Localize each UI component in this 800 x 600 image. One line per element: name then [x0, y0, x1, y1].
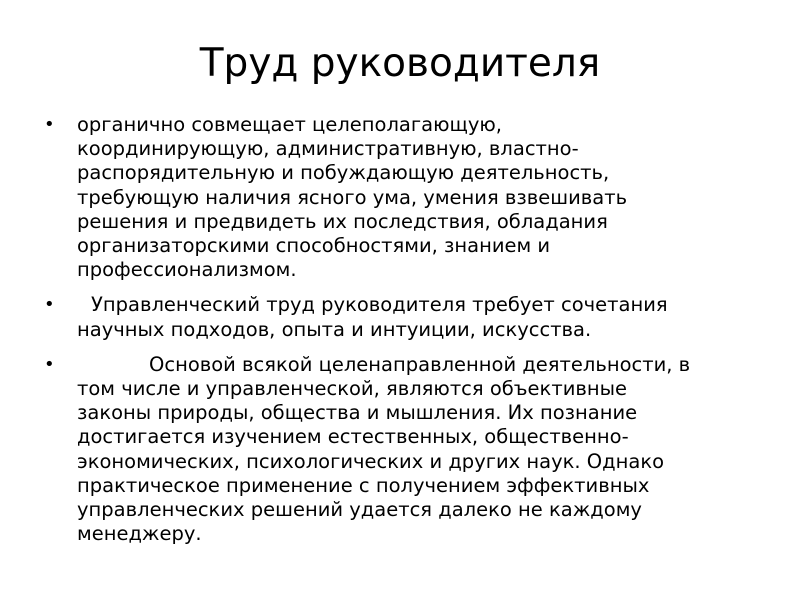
bullet-icon: • [44, 294, 55, 316]
bullet-1-line-1: органично совмещает целеполагающую, [77, 113, 503, 136]
bullet-3-line-2: том числе и управленческой, являются объективные [77, 377, 627, 401]
bullet-icon: • [44, 114, 55, 135]
bullet-list [44, 113, 764, 557]
bullet-2-line-2: научных подходов, опыта и интуиции, искусства. [77, 317, 592, 341]
bullet-3-line-5: экономических, психологических и других наук. Однако [77, 449, 665, 473]
bullet-item-2 [44, 293, 764, 341]
bullet-3-line-4: достигается изучением естественных, общественно- [77, 425, 629, 449]
bullet-icon: • [44, 353, 55, 375]
bullet-1-line-6: организаторскими способностями, знанием и [77, 234, 551, 258]
bullet-1-line-2: координирующую, административную, властно- [77, 137, 579, 161]
bullet-1-line-3: распорядительную и побуждающую деятельность, [77, 161, 610, 185]
bullet-1-line-4: требующую наличия ясного ума, умения взвешивать [77, 185, 628, 209]
bullet-3-line-8: менеджеру. [77, 522, 202, 546]
bullet-1-line-7: профессионализмом. [77, 258, 297, 282]
bullet-3-line-6: практическое применение с получением эффективных [77, 473, 650, 497]
bullet-2-line-1: Управленческий труд руководителя требует сочетания [91, 293, 668, 317]
bullet-3-line-7: управленческих решений удается далеко не каждому [77, 498, 642, 522]
bullet-item-1 [44, 113, 764, 282]
bullet-item-3 [44, 353, 764, 547]
bullet-1-line-5: решения и предвидеть их последствия, обладания [77, 209, 608, 233]
bullet-3-line-3: законы природы, общества и мышления. Их познание [77, 401, 638, 425]
bullet-3-line-1: Основой всякой целенаправленной деятельности, в [149, 352, 691, 376]
slide-title: Труд руководителя [199, 41, 601, 86]
